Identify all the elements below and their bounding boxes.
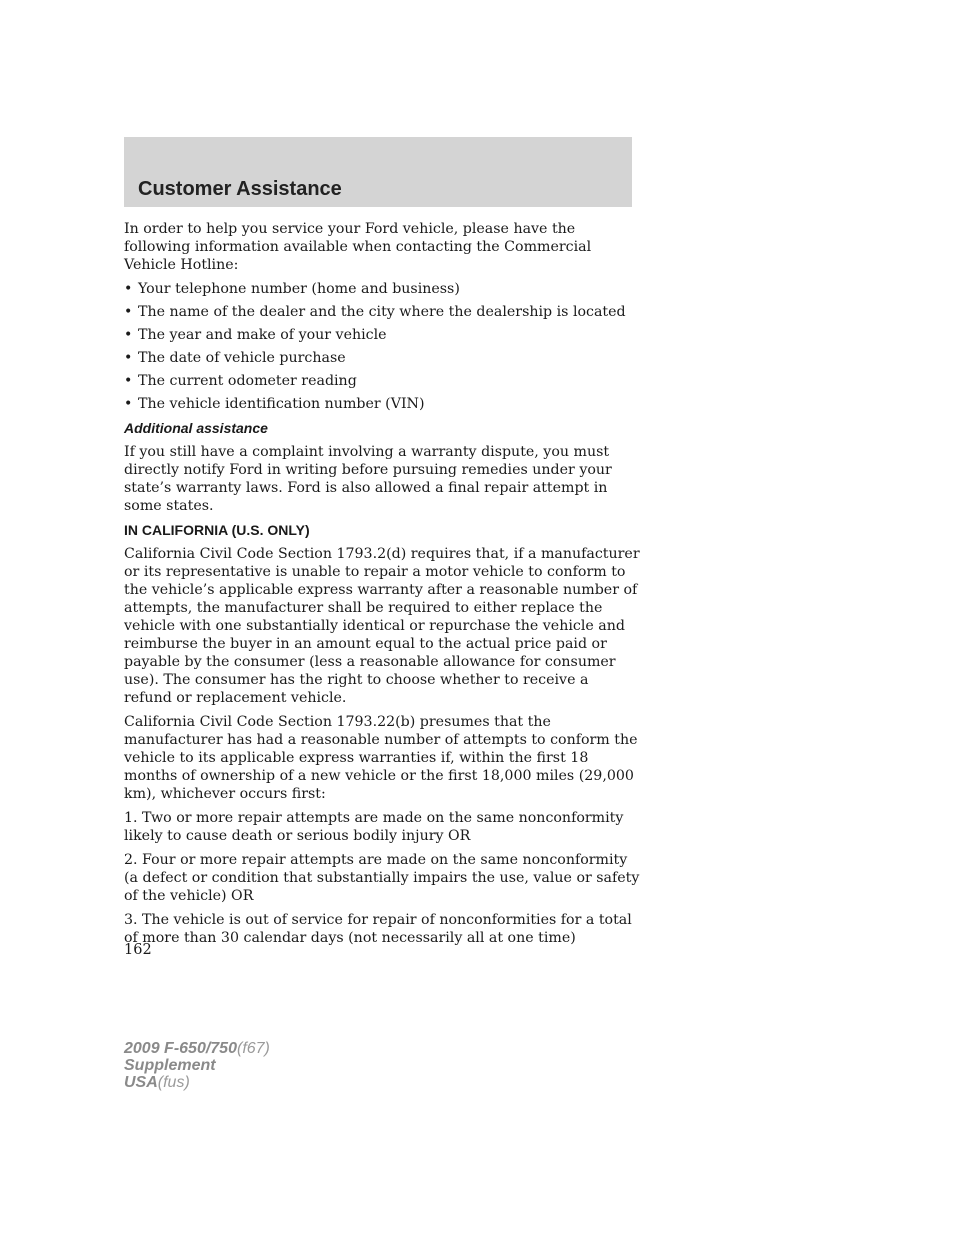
footer-supplement: Supplement — [124, 1057, 216, 1074]
section-title: Customer Assistance — [138, 178, 342, 200]
california-heading: IN CALIFORNIA (U.S. ONLY) — [124, 522, 310, 538]
bullet-icon: • — [124, 327, 133, 343]
list-item — [124, 326, 640, 344]
additional-assistance-paragraph: If you still have a complaint involving a warranty dispute, you must directly notify Ford in writing before pursuing remedies under your state’s warranty laws. Ford is also allowed a final repair attempt in some states. — [124, 444, 612, 514]
footer-model-line — [124, 1040, 270, 1057]
bullet-icon: • — [124, 304, 133, 320]
footer-region-code: (fus) — [157, 1074, 190, 1091]
california-paragraph-1: California Civil Code Section 1793.2(d) requires that, if a manufacturer or its representative is unable to repair a motor vehicle to conform to the vehicle’s applicable express warranty after a reasonable number of attempts, the manufacturer shall be required to either replace the vehicle with one substantially identical or repurchase the vehicle and reimburse the buyer in an amount equal to the actual price paid or payable by the consumer (less a reasonable allowance for consumer use). The consumer has the right to choose whether to receive a refund or replacement vehicle. — [124, 546, 640, 706]
california-paragraph-2: California Civil Code Section 1793.22(b) presumes that the manufacturer has had a reasonable number of attempts to conform the vehicle to its applicable express warranties if, within the first 18 months of ownership of a new vehicle or the first 18,000 miles (29,000 km), whichever occurs first: — [124, 714, 638, 802]
section-header-band — [124, 137, 632, 207]
footer-model: 2009 F-650/750 — [124, 1040, 237, 1057]
bullet-icon: • — [124, 396, 133, 412]
bullet-icon: • — [124, 373, 133, 389]
bullet-icon: • — [124, 281, 133, 297]
list-item — [124, 372, 640, 390]
additional-assistance-heading: Additional assistance — [124, 420, 268, 436]
footer-region: USA — [124, 1074, 158, 1091]
page-number: 162 — [124, 942, 152, 958]
intro-paragraph: In order to help you service your Ford vehicle, please have the following information available when contacting the Commercial Vehicle Hotline: — [124, 221, 592, 273]
page-content — [124, 220, 640, 953]
document-footer — [124, 1040, 270, 1091]
footer-region-line — [124, 1074, 270, 1091]
bullet-icon: • — [124, 350, 133, 366]
list-item-text: Your telephone number (home and business) — [138, 281, 460, 297]
list-item — [124, 395, 640, 413]
list-item-text: The vehicle identification number (VIN) — [138, 396, 425, 412]
list-item-text: The current odometer reading — [138, 373, 357, 389]
list-item — [124, 349, 640, 367]
footer-model-code: (f67) — [236, 1040, 270, 1057]
list-item-text: The date of vehicle purchase — [138, 350, 346, 366]
footer-supplement-line — [124, 1057, 270, 1074]
california-item-1: 1. Two or more repair attempts are made on the same nonconformity likely to cause death or serious bodily injury OR — [124, 810, 624, 844]
list-item-text: The name of the dealer and the city where the dealership is located — [138, 304, 626, 320]
info-checklist — [124, 280, 640, 413]
list-item — [124, 280, 640, 298]
california-item-2: 2. Four or more repair attempts are made on the same nonconformity (a defect or condition that substantially impairs the use, value or safety of the vehicle) OR — [124, 852, 640, 904]
list-item — [124, 303, 640, 321]
california-item-3: 3. The vehicle is out of service for repair of nonconformities for a total of more than 30 calendar days (not necessarily all at one time) — [124, 912, 632, 946]
list-item-text: The year and make of your vehicle — [138, 327, 387, 343]
